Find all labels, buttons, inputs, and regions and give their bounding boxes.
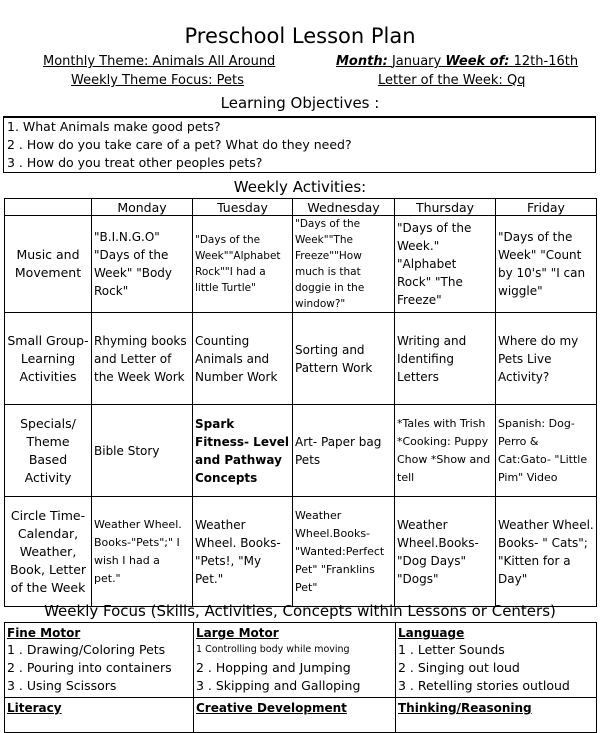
focus-item: 1 . Letter Sounds [398,642,505,657]
focus-title: Literacy [7,701,62,715]
focus-title: Thinking/Reasoning [398,701,532,715]
focus-language [396,623,597,698]
objective-item: 3 . How do you treat other peoples pets? [7,155,263,170]
activity-cell: "Days of the Week" "Count by 10's" "I can wiggle" [496,216,597,313]
focus-item: 3 . Retelling stories outloud [398,678,570,693]
activity-cell: Sorting and Pattern Work [293,313,395,405]
focus-large-motor [194,623,396,698]
focus-literacy [5,698,194,733]
row-label: Music and Movement [5,216,92,313]
activity-cell: Weather Wheel. Books-"Pets";" I wish I had a pet." [92,497,193,607]
focus-item: 2 . Pouring into containers [7,660,172,675]
activity-cell: "Days of the Week""The Freeze""How much is that doggie in the window?" [293,216,395,313]
row-label: Specials/ Theme Based Activity [5,405,92,497]
focus-fine-motor [5,623,194,698]
focus-title: Fine Motor [7,626,81,640]
focus-heading: Weekly Focus (Skills, Activities, Concepts within Lessons or Centers) [44,602,556,620]
activity-cell: Weather Wheel. Books-"Pets!, "My Pet." [193,497,293,607]
activity-cell: Writing and Identifing Letters [395,313,496,405]
month-value: January [391,54,442,69]
activities-heading: Weekly Activities: [233,178,367,196]
focus-item: 2 . Hopping and Jumping [196,660,351,675]
day-header: Thursday [395,199,496,216]
activity-cell: Rhyming books and Letter of the Week Work [92,313,193,405]
week-label: Week of: [445,54,510,69]
activity-cell: "B.I.N.G.O" "Days of the Week" "Body Rock" [92,216,193,313]
day-header: Wednesday [293,199,395,216]
focus-item: 1 Controlling body while moving [196,644,350,655]
focus-title: Language [398,626,465,640]
focus-item: 3 . Skipping and Galloping [196,678,361,693]
letter-of-week: Letter of the Week: Qq [378,73,526,88]
focus-item: 1 . Drawing/Coloring Pets [7,642,166,657]
objectives-box [3,116,596,173]
focus-item: 3 . Using Scissors [7,678,117,693]
month-label: Month: [336,54,388,69]
activity-cell: Art- Paper bag Pets [293,405,395,497]
day-header: Tuesday [193,199,293,216]
focus-creative [194,698,396,733]
row-label: Circle Time- Calendar, Weather, Book, Letter of the Week [5,497,92,607]
focus-item: 2 . Singing out loud [398,660,520,675]
activity-cell: Bible Story [92,405,193,497]
activity-cell: "Days of the Week." "Alphabet Rock" "The Freeze" [395,216,496,313]
objectives-heading: Learning Objectives : [220,94,380,112]
activity-cell: Counting Animals and Number Work [193,313,293,405]
focus-title: Large Motor [196,626,279,640]
activity-cell: Weather Wheel.Books- "Wanted:Perfect Pet" "Franklins Pet" [293,497,395,607]
corner-cell [5,199,92,216]
focus-table [4,622,597,733]
weekly-theme: Weekly Theme Focus: Pets [71,73,244,88]
activity-cell: *Tales with Trish *Cooking: Puppy Chow *Show and tell [395,405,496,497]
activity-cell: Weather Wheel.Books- "Dog Days" "Dogs" [395,497,496,607]
day-header: Friday [496,199,597,216]
row-label: Small Group- Learning Activities [5,313,92,405]
page-title: Preschool Lesson Plan [184,24,416,48]
focus-title: Creative Development [196,701,347,715]
activities-table [4,198,597,607]
activity-cell [193,405,293,497]
week-value: 12th-16th [513,54,579,69]
focus-thinking [396,698,597,733]
activity-cell: Spanish: Dog- Perro & Cat:Gato- "Little Pim" Video [496,405,597,497]
objective-item: 1. What Animals make good pets? [7,119,221,134]
objective-item: 2 . How do you take care of a pet? What do they need? [7,137,352,152]
day-header: Monday [92,199,193,216]
monthly-theme: Monthly Theme: Animals All Around [43,54,276,69]
activity-cell: Weather Wheel. Books- " Cats"; "Kitten for a Day" [496,497,597,607]
activity-cell: "Days of the Week""Alphabet Rock""I had a little Turtle" [193,216,293,313]
spark-fitness-text: Spark Fitness- Level and Pathway Concepts [195,416,290,485]
activity-cell: Where do my Pets Live Activity? [496,313,597,405]
month-week-line [336,54,578,69]
